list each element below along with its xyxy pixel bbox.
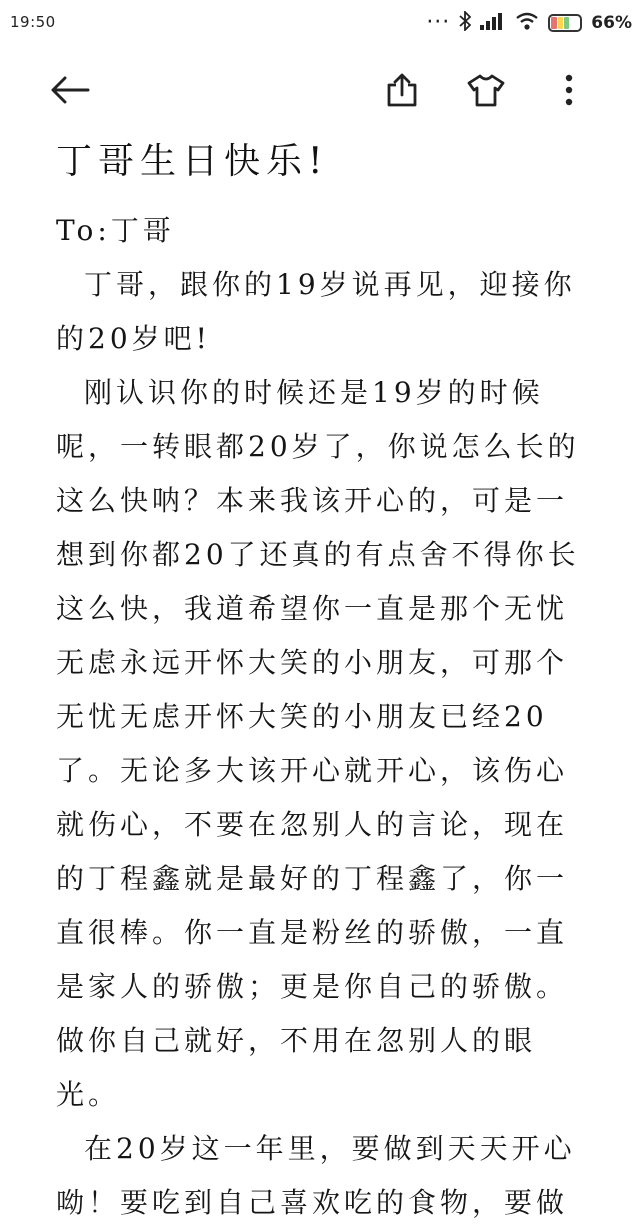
battery-segment bbox=[558, 17, 563, 29]
signal-icon bbox=[480, 12, 506, 34]
battery-icon bbox=[548, 14, 582, 32]
battery-percent: 66% bbox=[591, 13, 632, 33]
wifi-icon bbox=[515, 12, 539, 34]
shirt-theme-icon bbox=[467, 73, 505, 111]
toolbar bbox=[0, 56, 640, 128]
note-paragraph: 刚认识你的时候还是19岁的时候呢，一转眼都20岁了，你说怎么长的这么快呐？本来我该开心的，可是一想到你都20了还真的有点舍不得你长这么快，我道希望你一直是那个无忧无虑永远开怀大笑的小朋友，可那个无忧无虑开怀大笑的小朋友已经20了。无论多大该开心就开心，该伤心就伤心，不要在忽别人的言论，现在的丁程鑫就是最好的丁程鑫了，你一直很棒。你一直是粉丝的骄傲，一直是家人的骄傲；更是你自己的骄傲。做你自己就好，不用在忽别人的眼光。 bbox=[56, 376, 580, 1111]
status-bar bbox=[0, 0, 640, 46]
note-greeting: To:丁哥 bbox=[56, 214, 175, 247]
bluetooth-icon bbox=[459, 11, 471, 35]
status-icons bbox=[426, 10, 632, 36]
battery-empty bbox=[570, 17, 578, 29]
more-vertical-icon bbox=[564, 74, 574, 110]
note-body[interactable] bbox=[56, 204, 586, 1230]
share-button[interactable] bbox=[374, 56, 430, 128]
status-time: 19:50 bbox=[10, 13, 56, 31]
note-paragraph: 丁哥，跟你的19岁说再见，迎接你的20岁吧! bbox=[56, 268, 576, 355]
battery-segment bbox=[551, 17, 556, 29]
back-button[interactable] bbox=[42, 56, 98, 128]
more-dots-icon: ··· bbox=[426, 10, 451, 35]
note-paragraph: 在20岁这一年里，要做到天天开心呦！要吃到自己喜欢吃的食物，要做 bbox=[56, 1132, 576, 1219]
note-title[interactable]: 丁哥生日快乐! bbox=[56, 141, 329, 182]
theme-button[interactable] bbox=[458, 56, 514, 128]
share-icon bbox=[386, 73, 418, 111]
battery-segment bbox=[564, 17, 569, 29]
back-arrow-icon bbox=[50, 76, 90, 108]
more-options-button[interactable] bbox=[541, 56, 597, 128]
